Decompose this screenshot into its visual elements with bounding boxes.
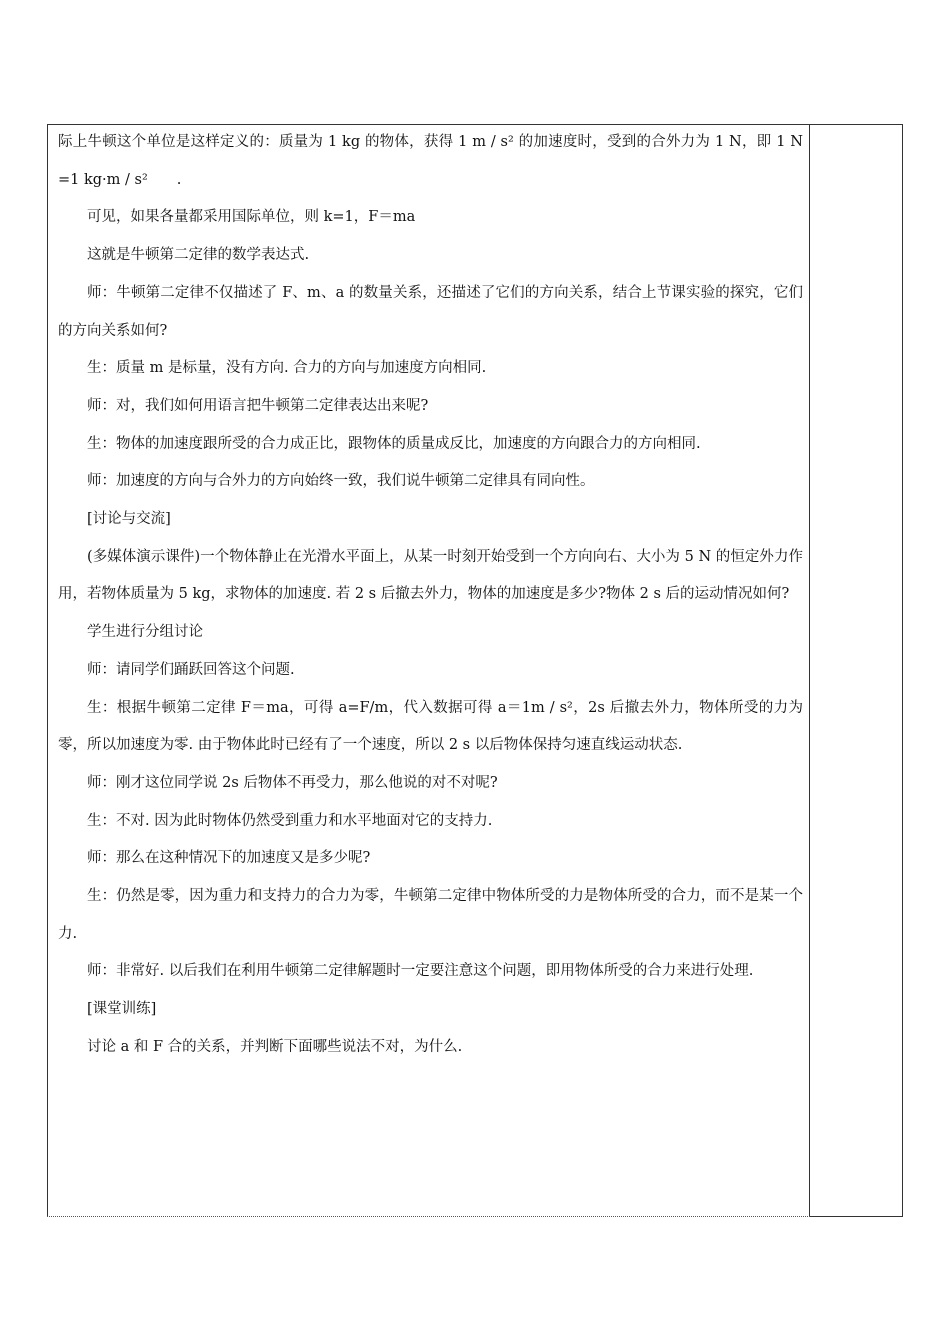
paragraph-unit-definition: 际上牛顿这个单位是这样定义的：质量为 1 kg 的物体，获得 1 m / s² 的加速度时，受到的合外力为 1 N，即 1 N=1 kg·m / s² . xyxy=(58,134,803,188)
lesson-content-cell xyxy=(58,124,803,1067)
section-heading-classroom-practice: [课堂训练] xyxy=(87,1001,157,1018)
section-heading-discussion: [讨论与交流] xyxy=(87,511,171,528)
paragraph-student-net-force: 生：仍然是零，因为重力和支持力的合力为零，牛顿第二定律中物体所受的力是物体所受的合力，而不是某一个力. xyxy=(58,888,803,942)
paragraph-problem: (多媒体演示课件)一个物体静止在光滑水平面上，从某一时刻开始受到一个方向向右、大小为 5 N 的恒定外力作用，若物体质量为 5 kg，求物体的加速度. 若 2 s 后撤去外力，物体的加速度是多少?物体 2 s 后的运动情况如何? xyxy=(58,548,803,603)
paragraph-teacher-invite: 师：请同学们踊跃回答这个问题. xyxy=(87,661,295,678)
table-bottom-rule-right xyxy=(810,1216,903,1217)
paragraph-student-statement: 生：物体的加速度跟所受的合力成正比，跟物体的质量成反比，加速度的方向跟合力的方向相同. xyxy=(87,435,701,452)
table-bottom-rule xyxy=(47,1216,810,1217)
paragraph-group-discussion: 学生进行分组讨论 xyxy=(87,624,203,641)
paragraph-same-direction: 师：加速度的方向与合外力的方向始终一致，我们说牛顿第二定律具有同向性。 xyxy=(87,473,595,490)
paragraph-student-correction: 生：不对. 因为此时物体仍然受到重力和水平地面对它的支持力. xyxy=(87,812,493,829)
paragraph-teacher-question-direction: 师：牛顿第二定律不仅描述了 F、m、a 的数量关系，还描述了它们的方向关系，结合上节课实验的探究，它们的方向关系如何? xyxy=(58,284,803,339)
paragraph-k-equals-one: 可见，如果各量都采用国际单位，则 k=1，F＝ma xyxy=(87,209,416,226)
paragraph-teacher-ask-statement: 师：对，我们如何用语言把牛顿第二定律表达出来呢? xyxy=(87,397,429,414)
column-divider xyxy=(809,124,810,1217)
paragraph-practice-prompt: 讨论 a 和 F 合的关系，并判断下面哪些说法不对，为什么. xyxy=(87,1038,463,1055)
paragraph-math-expression: 这就是牛顿第二定律的数学表达式. xyxy=(87,247,310,264)
paragraph-teacher-followup: 师：那么在这种情况下的加速度又是多少呢? xyxy=(87,850,371,867)
paragraph-student-answer-direction: 生：质量 m 是标量，没有方向. 合力的方向与加速度方向相同. xyxy=(87,360,487,377)
paragraph-teacher-challenge: 师：刚才这位同学说 2s 后物体不再受力，那么他说的对不对呢? xyxy=(87,774,498,791)
paragraph-teacher-summary: 师：非常好. 以后我们在利用牛顿第二定律解题时一定要注意这个问题，即用物体所受的合力来进行处理. xyxy=(87,963,754,980)
paragraph-student-solution: 生：根据牛顿第二定律 F＝ma，可得 a=F/m，代入数据可得 a＝1m / s²，2s 后撤去外力，物体所受的力为零，所以加速度为零. 由于物体此时已经有了一个速度，所以 2 s 以后物体保持匀速直线运动状态. xyxy=(58,699,803,754)
